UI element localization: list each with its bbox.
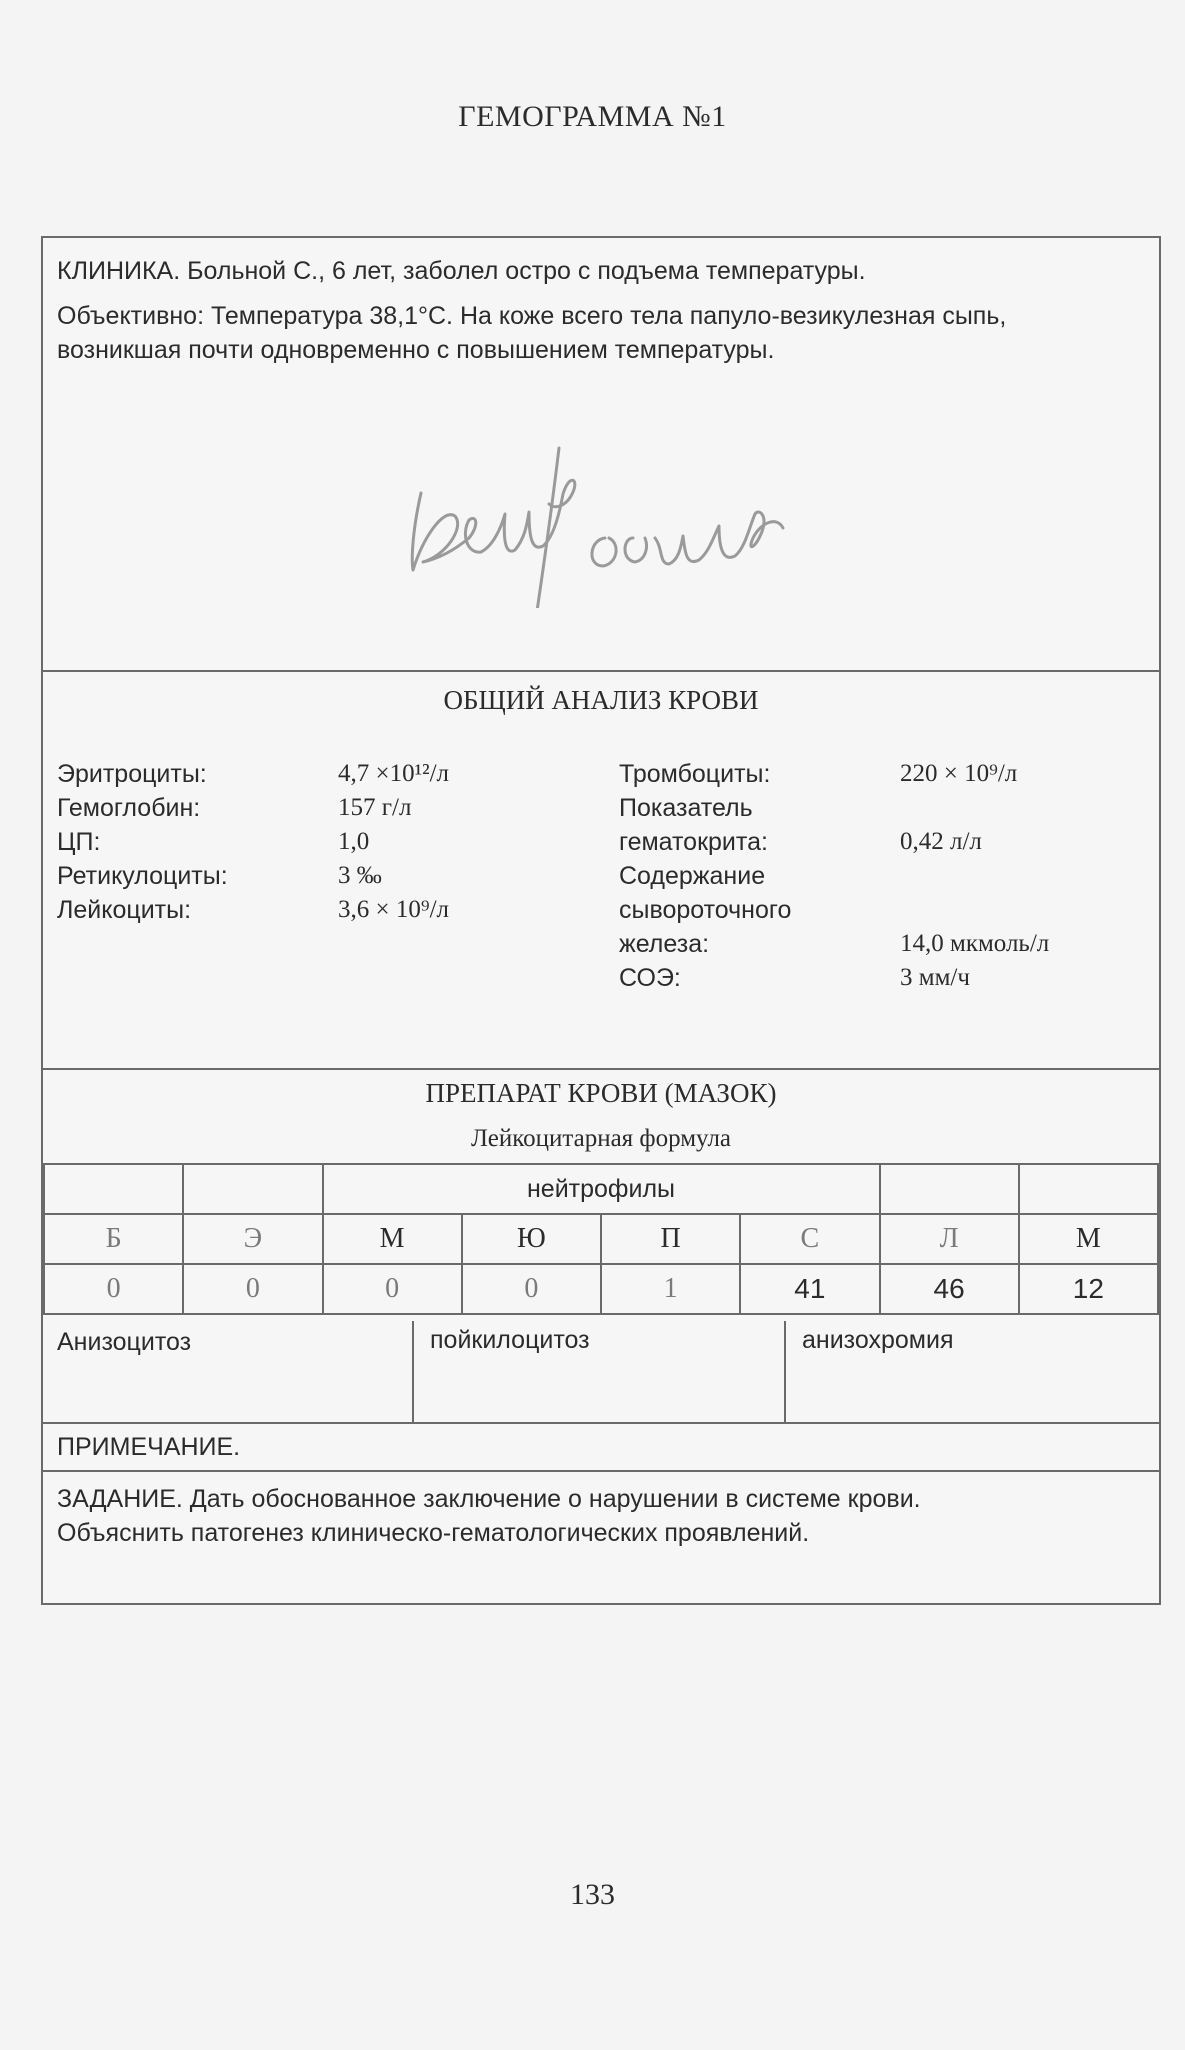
- cbc-label-leukocytes: Лейкоциты:: [57, 896, 192, 924]
- anisochromia-label: анизохромия: [802, 1326, 954, 1354]
- column-header-monocytes: М: [1019, 1214, 1158, 1264]
- clinic-line-2: Объективно: Температура 38,1°С. На коже всего тела папуло-везикулезная сыпь,: [57, 302, 1007, 330]
- cbc-label-iron-3: железа:: [619, 930, 710, 958]
- value-segmented: 41: [740, 1264, 879, 1314]
- morphology-cell: [43, 1321, 414, 1422]
- table-cell: [44, 1164, 183, 1214]
- table-cell: [880, 1164, 1019, 1214]
- table-row: [44, 1164, 1158, 1214]
- cbc-value-platelets: 220 × 10⁹/л: [900, 760, 1018, 787]
- value-lymphocytes: 46: [880, 1264, 1019, 1314]
- column-header-band: П: [601, 1214, 740, 1264]
- cbc-value-leukocytes: 3,6 × 10⁹/л: [338, 896, 449, 923]
- anisocytosis-label: Анизоцитоз: [57, 1328, 192, 1356]
- table-row: [44, 1214, 1158, 1264]
- cbc-label-hemoglobin: Гемоглобин:: [57, 794, 201, 822]
- value-band: 1: [601, 1264, 740, 1314]
- page-title: ГЕМОГРАММА №1: [458, 100, 727, 133]
- cbc-value-erythrocytes: 4,7 ×10¹²/л: [338, 760, 450, 787]
- cbc-value-esr: 3 мм/ч: [900, 964, 970, 991]
- cbc-value-iron: 14,0 мкмоль/л: [900, 930, 1050, 957]
- divider-cbc: [43, 670, 1159, 672]
- divider-note: [43, 1422, 1159, 1424]
- cbc-label-reticulocytes: Ретикулоциты:: [57, 862, 228, 890]
- value-eosinophils: 0: [183, 1264, 322, 1314]
- neutrophils-header: нейтрофилы: [323, 1164, 880, 1214]
- divider-smear: [43, 1068, 1159, 1070]
- cbc-value-hemoglobin: 157 г/л: [338, 794, 412, 821]
- cbc-value-hematocrit: 0,42 л/л: [900, 828, 982, 855]
- note-label: ПРИМЕЧАНИЕ.: [57, 1433, 241, 1461]
- cbc-label-platelets: Тромбоциты:: [619, 760, 771, 788]
- divider-task: [43, 1470, 1159, 1472]
- cbc-label-iron-1: Содержание: [619, 862, 766, 890]
- column-header-metamyelocytes: Ю: [462, 1214, 601, 1264]
- cbc-label-erythrocytes: Эритроциты:: [57, 760, 207, 788]
- value-metamyelocytes: 0: [462, 1264, 601, 1314]
- table-cell: [183, 1164, 322, 1214]
- clinic-line-1: КЛИНИКА. Больной С., 6 лет, заболел остро с подъема температуры.: [57, 257, 866, 285]
- value-myelocytes: 0: [323, 1264, 462, 1314]
- leukocyte-formula-table: [43, 1163, 1159, 1315]
- morphology-cell: [414, 1321, 786, 1422]
- handwritten-diagnosis-note: [383, 388, 903, 608]
- morphology-cell: [786, 1321, 1159, 1422]
- cbc-value-reticulocytes: 3 ‰: [338, 862, 382, 889]
- poikilocytosis-label: пойкилоцитоз: [430, 1326, 590, 1354]
- morphology-row: [43, 1321, 1159, 1422]
- cbc-label-hematocrit-2: гематокрита:: [619, 828, 768, 856]
- value-monocytes: 12: [1019, 1264, 1158, 1314]
- smear-heading: ПРЕПАРАТ КРОВИ (МАЗОК): [425, 1078, 777, 1108]
- column-header-eosinophils: Э: [183, 1214, 322, 1264]
- value-basophils: 0: [44, 1264, 183, 1314]
- column-header-myelocytes: М: [323, 1214, 462, 1264]
- cbc-heading: ОБЩИЙ АНАЛИЗ КРОВИ: [443, 685, 759, 715]
- table-cell: [1019, 1164, 1158, 1214]
- cbc-label-color-index: ЦП:: [57, 828, 101, 856]
- table-row: [44, 1264, 1158, 1314]
- hemogram-card: [41, 236, 1161, 1605]
- page-number: 133: [570, 1878, 615, 1911]
- column-header-basophils: Б: [44, 1214, 183, 1264]
- smear-subheading: Лейкоцитарная формула: [470, 1125, 732, 1152]
- cbc-value-color-index: 1,0: [338, 828, 370, 855]
- clinic-line-3: возникшая почти одновременно с повышением температуры.: [57, 336, 775, 364]
- task-line-1: ЗАДАНИЕ. Дать обоснованное заключение о нарушении в системе крови.: [57, 1485, 921, 1513]
- task-line-2: Объяснить патогенез клиническо-гематологических проявлений.: [57, 1519, 810, 1547]
- column-header-lymphocytes: Л: [880, 1214, 1019, 1264]
- column-header-segmented: С: [740, 1214, 879, 1264]
- cbc-label-hematocrit-1: Показатель: [619, 794, 753, 822]
- cbc-label-iron-2: сывороточного: [619, 896, 792, 924]
- cbc-label-esr: СОЭ:: [619, 964, 681, 992]
